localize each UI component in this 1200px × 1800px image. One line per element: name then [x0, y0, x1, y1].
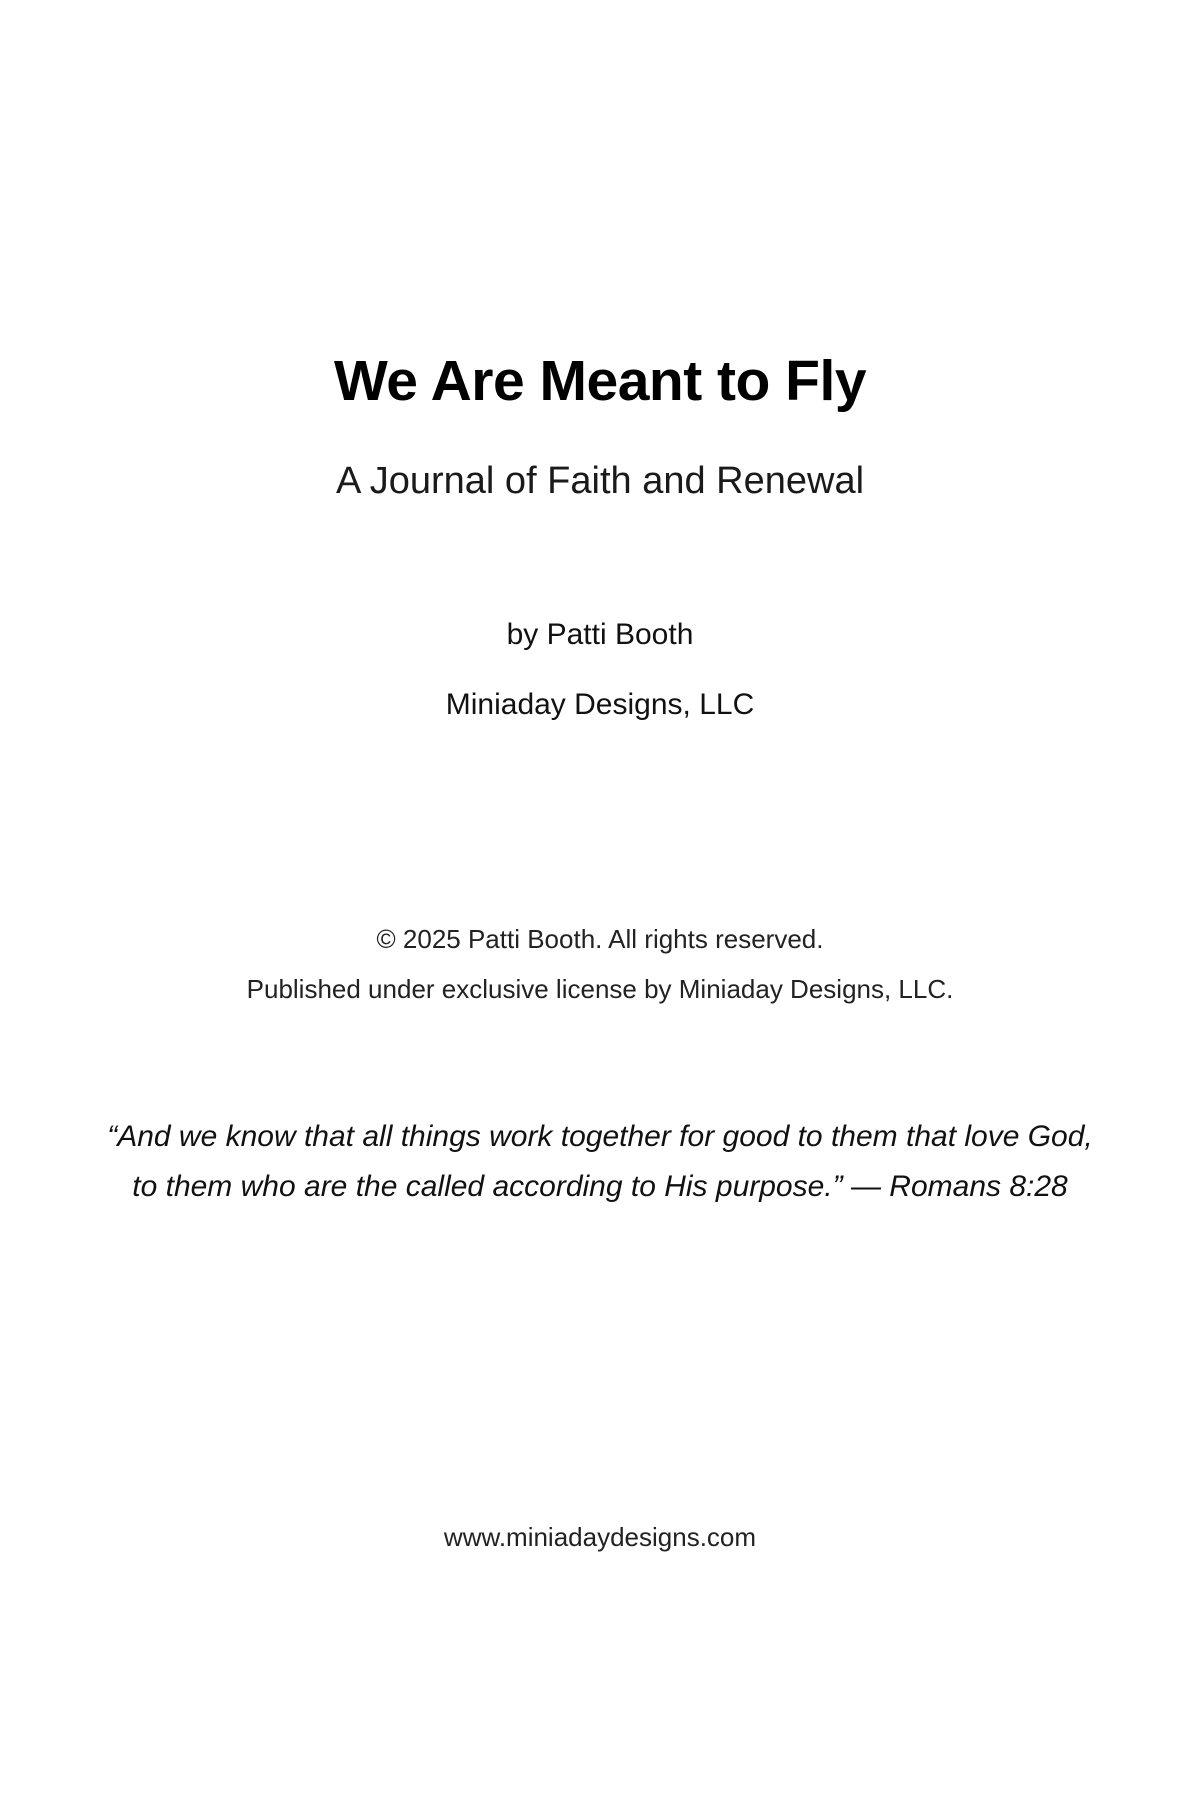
epigraph-line-1: “And we know that all things work together for good to them that love God, [107, 1120, 1093, 1153]
book-subtitle: A Journal of Faith and Renewal [335, 460, 865, 502]
epigraph-line-2: to them who are the called according to His purpose.” — Romans 8:28 [132, 1170, 1068, 1203]
book-title: We Are Meant to Fly [333, 349, 867, 413]
author-line: by Patti Booth [506, 618, 694, 651]
license-notice: Published under exclusive license by Miniaday Designs, LLC. [246, 974, 954, 1004]
copyright-notice: © 2025 Patti Booth. All rights reserved. [376, 924, 824, 954]
website-url: www.miniadaydesigns.com [443, 1522, 757, 1552]
publisher-name: Miniaday Designs, LLC [445, 688, 755, 721]
